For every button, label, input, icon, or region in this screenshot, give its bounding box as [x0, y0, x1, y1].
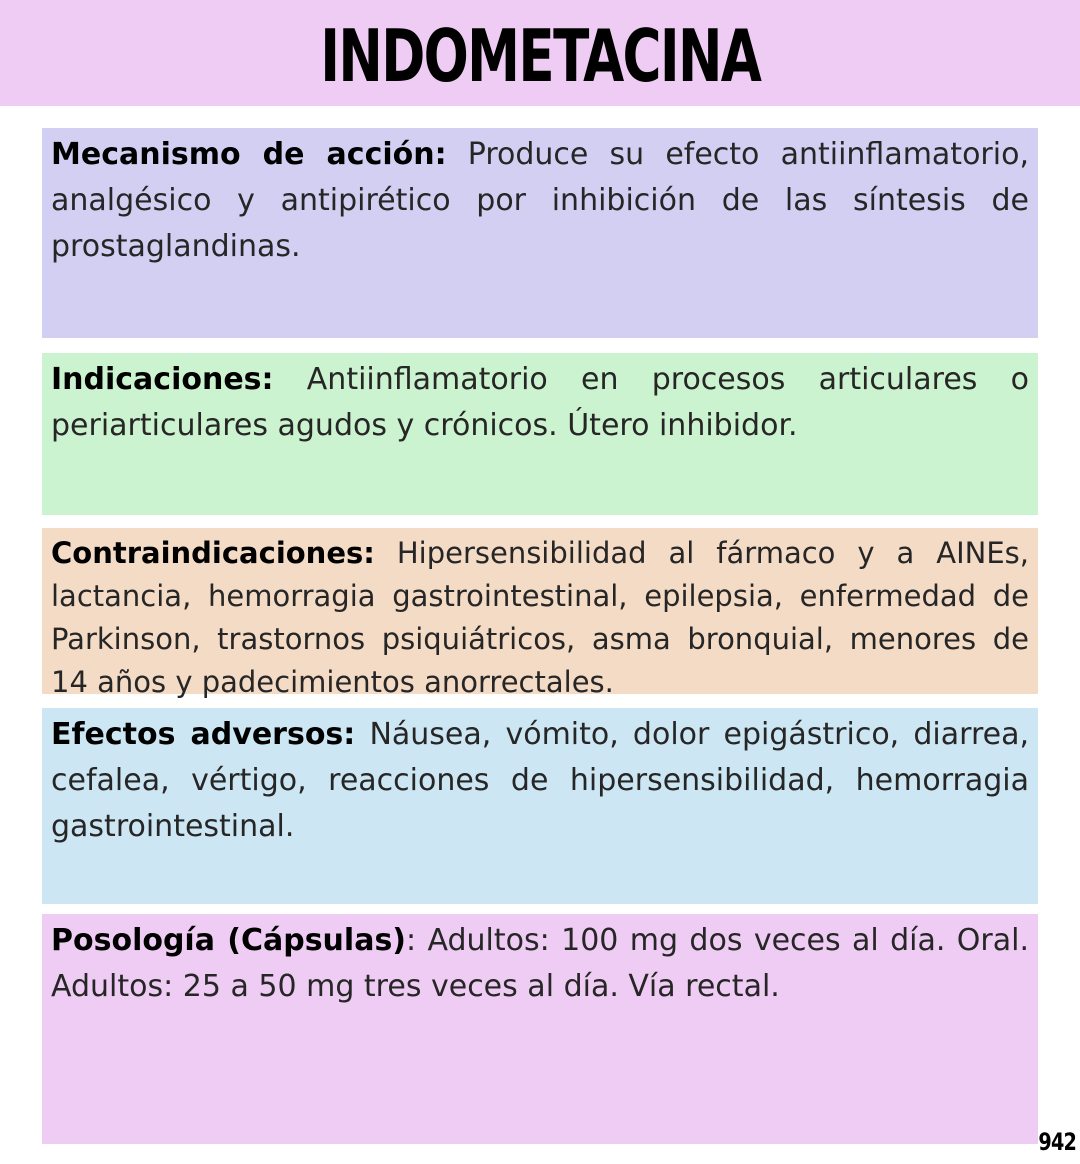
section-indicaciones — [42, 353, 1038, 515]
section-posologia — [42, 914, 1038, 1144]
section-text: Hipersensibilidad al fármaco y a AINEs, lactancia, hemorragia gastrointestinal, epilepsia, enfermedad de Parkinson, trastornos psiquiátricos, asma bronquial, menores de 14 años y padecimientos anorrectales. — [51, 536, 1029, 699]
section-label: Posología (Cápsulas) — [51, 923, 407, 958]
section-text: Antiinflamatorio en procesos articulares o periarticulares agudos y crónicos. Útero inhibidor. — [51, 362, 1029, 443]
section-label: Indicaciones: — [51, 362, 274, 397]
section-label: Efectos adversos: — [51, 717, 356, 752]
section-text: : Adultos: 100 mg dos veces al día. Oral. Adultos: 25 a 50 mg tres veces al día. Vía rectal. — [51, 923, 1029, 1004]
section-label: Contraindicaciones: — [51, 536, 375, 570]
section-text: Produce su efecto antiinflamatorio, analgésico y antipirético por inhibición de las síntesis de prostaglandinas. — [51, 137, 1029, 264]
section-label: Mecanismo de acción: — [51, 137, 447, 172]
page-title: INDOMETACINA — [319, 14, 760, 98]
section-efectos-adversos — [42, 708, 1038, 904]
title-banner — [0, 0, 1080, 106]
section-mecanismo-de-accion — [42, 128, 1038, 338]
section-text: Náusea, vómito, dolor epigástrico, diarrea, cefalea, vértigo, reacciones de hipersensibilidad, hemorragia gastrointestinal. — [51, 717, 1029, 844]
page-number: 942 — [1038, 1128, 1076, 1156]
section-contraindicaciones — [42, 528, 1038, 699]
